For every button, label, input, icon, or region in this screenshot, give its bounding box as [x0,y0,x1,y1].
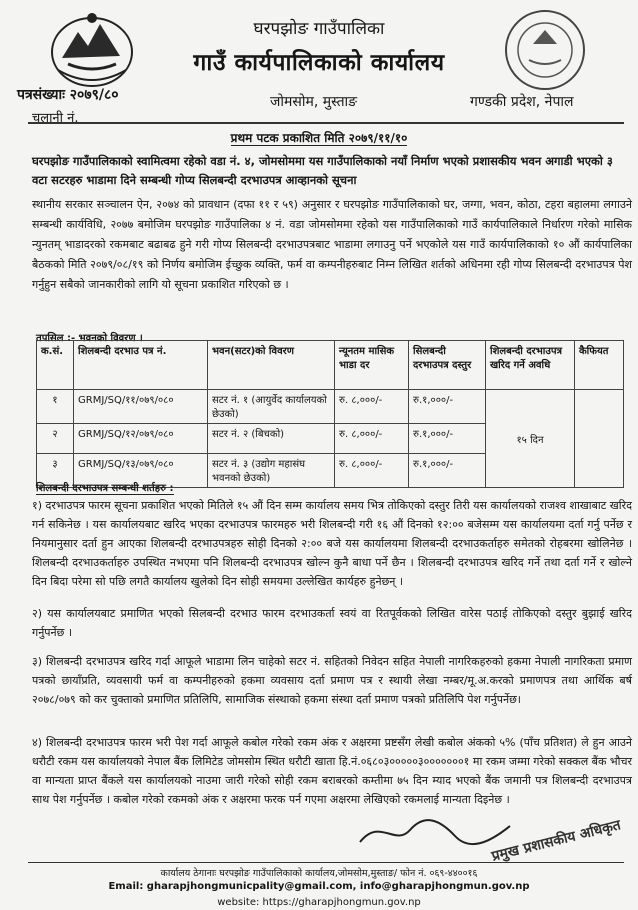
conditions-title: शिलबन्दी दरभाउपत्र सम्बन्धी शर्तहरु : [36,480,174,495]
notice-body: स्थानीय सरकार सञ्चालन ऐन, २०७४ को प्रावधान (दफा ११ र ५९) अनुसार र घरपझोङ गाउँपालिकाको घर, जग्गा, भवन, कोठा, टहरा बहालमा लगाउने सम्बन्धी कार्यविधि, २०७७ बमोजिम घरपझोङ गाउँपालिका ४ नं. वडा जोमसोममा रहेको यस गाउँपालिकाको गाउँ कार्यपालिकाले निर्धारण गरेको मासिक न्युनतम् भाडादरको रकमबाट बढाबढ हुने गरी गोप्य सिलबन्दी दरभाउपत्रबाट भाडामा लगाउनु पर्ने भएकोले यस गाउँ कार्यपालिकाको १० औं कार्यपालिका बैठकको मिति २०७९/०८/१९ को निर्णय बमोजिम ईच्छुक व्यक्ति, फर्म वा कम्पनीहरुबाट निम्न लिखित शर्तको अधिनमा रही गोप्य सिलबन्दी दरभाउपत्र पेश गर्नुहुन सबैको जानकारीको लागि यो सूचना प्रकाशित गरिएको छ । [32,198,632,291]
condition-4: ४) शिलबन्दी दरभाउपत्र फारम भरी पेश गर्दा आफूले कबोल गरेको रकम अंक र अक्षरमा प्रष्टसँग लेखी कबोल अंकको ५% (पाँच प्रतिशत) ले हुन आउने धरौटी रकम यस कार्यालयको नेपाल बैंक लिमिटेड जोमसोम स्थित धरौटी खाता हि.नं.०६८०३०००००३०००००००१ मा रकम जम्मा गरेको सक्कल बैंक भौचर वा मान्यता प्राप्त बैंकले यस कार्यालयको नाउमा जारी गरेको सोही रकम बराबरको कम्तीमा ७५ दिन म्याद भएको बैंक जमानी पत्र शिलबन्दी दरभाउपत्र साथ पेश गर्नुपर्नेछ । कबोल गरेको रकमको अंक र अक्षरमा फरक पर्न गएमा अक्षरमा लेखिएको रकमलाई मान्यता दिइनेछ । [32,736,632,806]
cell-fee: रु.१,०००/- [409,454,486,488]
reference-number: पत्रसंख्याः २०७९/८० [17,87,119,103]
col-header-remarks: कैफियत [575,341,624,390]
condition-2: २) यस कार्यालयबाट प्रमाणित भएको सिलबन्दी दरभाउ फारम दरभाउकर्ता स्वयं वा रितपूर्वकको लिखित वारेस पठाई तोकिएको दस्तुर बुझाई खरिद गर्नुपर्नेछ । [32,607,632,639]
office-location: जोमसोम, मुस्ताङ [270,94,358,110]
signatory-title: प्रमुख प्रशासकीय अधिकृत [490,817,623,865]
contact-email: Email: gharapjhongmunicpality@gmail.com, info@gharapjhongmun.gov.np [108,881,530,892]
publication-date-text: प्रथम पटक प्रकाशित मिति २०७९/११/१० [230,131,408,145]
col-header-description: भवन(सटर)को विवरण [208,341,335,390]
condition-3: ३) शिलबन्दी दरभाउपत्र खरिद गर्दा आफूले भाडामा लिन चाहेको सटर नं. सहितको निवेदन सहित नेपाली नागरिकहरुको हकमा नेपाली नागरिकता प्रमाण पत्रको छायाँप्रति, व्यवसायी फर्म वा कम्पनीहरुको हकमा व्यवसाय दर्ता प्रमाण पत्र र स्थायी लेखा नम्बर/मू.अ.करको प्रमाणपत्र तथा आर्थिक बर्ष २०७८/०७९ को कर चुक्ताको प्रमाणित प्रतिलिपि, सामाजिक संस्थाको हकमा संस्था दर्ता प्रमाण पत्रको प्रतिलिपि पेश गर्नुपर्नेछ। [32,655,632,706]
cell-min-rent: रु. ८,०००/- [335,390,409,424]
cell-sn: १ [37,390,74,424]
cell-bid-no: GRMJ/SQ/११/०७९/०८० [74,390,208,424]
dispatch-number: चलानी नं. [32,111,79,126]
col-header-bid-no: शिलबन्दी दरभाउ पत्र नं. [74,341,208,390]
municipality-name: घरपझोङ गाउँपालिका [253,19,385,39]
cell-bid-no: GRMJ/SQ/१३/०७९/०८० [74,454,208,488]
table-header-row [37,341,624,390]
cell-bid-no: GRMJ/SQ/१२/०७९/०८० [74,424,208,454]
cell-sn: ३ [37,454,74,488]
office-title: गाउँ कार्यपालिकाको कार्यालय [193,50,445,76]
header-divider [28,122,624,124]
col-header-min-rent: न्यूनतम मासिक भाडा दर [335,341,409,390]
col-header-period: शिलबन्दी दरभाउपत्र खरिद गर्ने अवधि [486,341,575,390]
footer-divider [28,862,624,863]
notice-subject: घरपझोङ गाउँपालिकाको स्वामित्वमा रहेको वडा नं. ४, जोमसोममा यस गाउँपालिकाको नयाँ निर्माण भएको प्रशासकीय भवन अगाडी भएको ३ वटा सटरहरु भाडामा दिने सम्बन्धी गोप्य सिलबन्दी दरभाउपत्र आव्हानको सूचना [32,154,613,187]
cell-fee: रु.१,०००/- [409,424,486,454]
cell-min-rent: रु. ८,०००/- [335,424,409,454]
building-details-table [36,340,624,488]
condition-1: १) दरभाउपत्र फारम सूचना प्रकाशित भएको मितिले १५ औं दिन सम्म कार्यालय समय भित्र तोकिएको दस्तुर तिरी यस कार्यालयको राजश्व शाखाबाट खरिद गर्न सकिनेछ । यस कार्यालयबाट खरिद भएका दरभाउपत्र फारमहरु भरी शिलबन्दी गरी १६ औं दिनको १२:०० बजेसम्म यस कार्यालयमा दर्ता गर्नु पर्नेछ र नियमानुसार दर्ता हुन आएका शिलबन्दी दरभाउपत्रहरु सोही दिनको २:०० बजे यस कार्यालयमा शिलबन्दी दरभाउकर्ताहरु समेतको रोहबरमा खोलिनेछ । शिलबन्दी दरभाउकर्ताहरु उपस्थित नभएमा पनि शिलबन्दी दरभाउपत्र खोल्न कुनै बाधा पर्ने छैन । शिलबन्दी दरभाउपत्र खरिद गर्ने तथा दर्ता गर्ने र खोल्ने दिन बिदा परेमा सो पछि लगतै कार्यालय खुलेको दिन सोही समयमा उल्लेखित कार्यहरु हुनेछन् । [32,499,632,588]
col-header-fee: सिलबन्दी दरभाउपत्र दस्तुर [409,341,486,390]
cell-description: सटर नं. २ (बिचको) [208,424,335,454]
table-label: तपसिल :- भवनको विवरण । [36,333,143,344]
website-link[interactable]: website: https://gharapjhongmun.gov.np [217,897,421,908]
cell-description: सटर नं. ३ (उद्योग महासंघ भवनको छेउको) [208,454,335,488]
cell-sn: २ [37,424,74,454]
cell-min-rent: रु. ८,०००/- [335,454,409,488]
cell-period: १५ दिन [486,390,575,488]
cell-remarks [575,390,624,488]
table-row [37,390,624,424]
office-address: कार्यालय ठेगानाः घरपझोङ गाउँपालिकाको कार्यालय,जोमसोम,मुस्ताङ/ फोन नं. ०६९-४४००१६ [160,868,478,879]
publication-date [0,129,638,146]
cell-fee: रु.१,०००/- [409,390,486,424]
col-header-sn: क.सं. [37,341,74,390]
cell-description: सटर नं. १ (आयुर्वेद कार्यालयको छेउको) [208,390,335,424]
province-name: गण्डकी प्रदेश, नेपाल [470,94,574,110]
